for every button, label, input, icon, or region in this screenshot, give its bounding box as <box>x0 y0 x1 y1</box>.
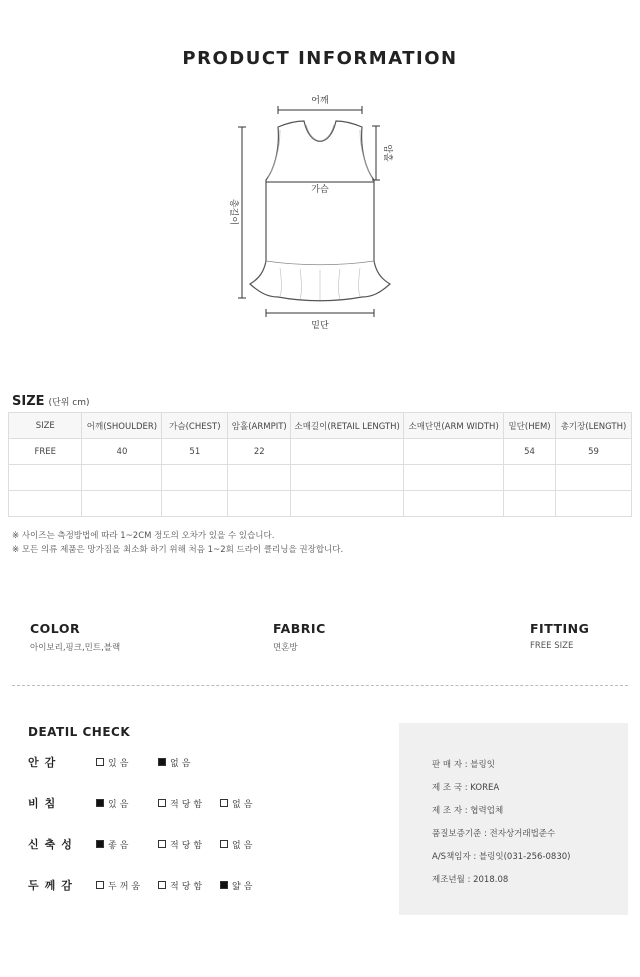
size-table <box>8 412 632 517</box>
table-cell <box>504 491 556 517</box>
seller-info-box <box>399 723 628 915</box>
detail-option <box>220 879 282 892</box>
section-divider <box>12 685 628 686</box>
table-cell <box>9 465 82 491</box>
detail-row-elasticity <box>28 836 282 852</box>
chest-label: 가슴 <box>311 185 329 195</box>
shoulder-label: 어깨 <box>311 96 329 106</box>
detail-option-label: 없음 <box>232 799 256 810</box>
fabric-block <box>273 621 326 653</box>
table-row <box>9 439 632 465</box>
table-row <box>9 465 632 491</box>
checkbox-0-0 <box>96 758 104 766</box>
sleeve-length-col-header: 소매길이(RETAIL LENGTH) <box>291 413 404 439</box>
color-value: 아이보리,핑크,민트,블랙 <box>30 643 121 653</box>
detail-option <box>158 756 220 769</box>
checkbox-3-0 <box>96 881 104 889</box>
table-cell <box>291 491 404 517</box>
seller-line: 판 매 자 : 블링잇 <box>432 760 495 770</box>
hem-col-header: 밑단(HEM) <box>504 413 556 439</box>
detail-row-sheerness <box>28 795 282 811</box>
detail-option <box>96 756 158 769</box>
checkbox-1-1 <box>158 799 166 807</box>
origin-line: 제 조 국 : KOREA <box>432 783 500 793</box>
checkbox-0-1 <box>158 758 166 766</box>
fitting-value: FREE SIZE <box>530 641 574 651</box>
detail-label: 두께감 <box>28 879 78 892</box>
table-cell <box>404 491 504 517</box>
fitting-block <box>530 621 589 651</box>
checkbox-2-2 <box>220 840 228 848</box>
detail-option-label: 있음 <box>108 799 132 810</box>
size-note: ※ 사이즈는 측정방법에 따라 1~2CM 정도의 오차가 있을 수 있습니다. <box>12 531 275 541</box>
checkbox-1-0 <box>96 799 104 807</box>
table-cell: 40 <box>82 439 162 465</box>
care-note: ※ 모든 의류 제품은 망가짐을 최소화 하기 위해 처음 1~2회 드라이 클리닝을 권장합니다. <box>12 545 344 555</box>
arm-width-col-header: 소매단면(ARM WIDTH) <box>404 413 504 439</box>
table-cell <box>291 439 404 465</box>
detail-option-label: 얇음 <box>232 881 256 892</box>
detail-option <box>96 838 158 851</box>
garment-diagram-svg <box>200 88 440 338</box>
table-cell: 59 <box>556 439 632 465</box>
size-heading <box>12 394 90 409</box>
table-cell: 22 <box>228 439 291 465</box>
detail-option-label: 없음 <box>232 840 256 851</box>
checkbox-2-0 <box>96 840 104 848</box>
detail-option-label: 두꺼움 <box>108 881 144 892</box>
length-label: 총길이 <box>228 198 238 226</box>
size-table-header-row <box>9 413 632 439</box>
page-title: PRODUCT INFORMATION <box>182 48 458 69</box>
size-notes <box>12 529 343 557</box>
table-cell <box>404 439 504 465</box>
detail-option <box>158 838 220 851</box>
hem-label: 밑단 <box>311 321 329 331</box>
table-cell <box>9 491 82 517</box>
armpit-col-header: 암홀(ARMPIT) <box>228 413 291 439</box>
table-cell <box>162 465 228 491</box>
detail-label: 안감 <box>28 756 62 769</box>
detail-option-label: 적당함 <box>170 799 206 810</box>
manufacturer-line: 제 조 자 : 협력업체 <box>432 806 504 816</box>
warranty-line: 품질보증기준 : 전자상거래법준수 <box>432 829 556 839</box>
table-cell <box>556 465 632 491</box>
fabric-heading: FABRIC <box>273 621 326 636</box>
detail-option-label: 좋음 <box>108 840 132 851</box>
fitting-heading: FITTING <box>530 621 590 636</box>
table-cell <box>404 465 504 491</box>
detail-label: 비침 <box>28 797 62 810</box>
table-cell <box>504 465 556 491</box>
detail-option <box>158 797 220 810</box>
length-col-header: 총기장(LENGTH) <box>556 413 632 439</box>
table-cell <box>82 491 162 517</box>
checkbox-1-2 <box>220 799 228 807</box>
detail-option <box>96 879 158 892</box>
table-cell <box>291 465 404 491</box>
table-cell <box>556 491 632 517</box>
detail-option-label: 없음 <box>170 758 194 769</box>
garment-measurement-diagram <box>200 88 440 338</box>
detail-option-label: 적당함 <box>170 881 206 892</box>
size-col-header: SIZE <box>9 413 82 439</box>
detail-option-label: 있음 <box>108 758 132 769</box>
color-heading: COLOR <box>30 621 81 636</box>
detail-option <box>220 838 282 851</box>
table-cell <box>228 491 291 517</box>
armpit-label: 암홀 <box>382 144 392 162</box>
detail-check-heading: DEATIL CHECK <box>28 725 131 739</box>
detail-option <box>96 797 158 810</box>
detail-option <box>158 879 220 892</box>
shoulder-col-header: 어깨(SHOULDER) <box>82 413 162 439</box>
checkbox-3-2 <box>220 881 228 889</box>
size-unit: (단위 cm) <box>48 398 90 408</box>
table-cell <box>82 465 162 491</box>
table-cell <box>162 491 228 517</box>
as-contact-line: A/S책임자 : 블링잇(031-256-0830) <box>432 852 571 862</box>
table-cell <box>228 465 291 491</box>
fabric-value: 면혼방 <box>273 643 298 653</box>
detail-label: 신축성 <box>28 838 78 851</box>
manufacture-date-line: 제조년월 : 2018.08 <box>432 875 509 885</box>
table-cell: FREE <box>9 439 82 465</box>
color-block <box>30 621 120 653</box>
detail-option-label: 적당함 <box>170 840 206 851</box>
size-heading-text: SIZE <box>12 394 45 409</box>
table-cell: 51 <box>162 439 228 465</box>
checkbox-2-1 <box>158 840 166 848</box>
table-row <box>9 491 632 517</box>
detail-option <box>220 797 282 810</box>
table-cell: 54 <box>504 439 556 465</box>
detail-row-lining <box>28 754 220 770</box>
chest-col-header: 가슴(CHEST) <box>162 413 228 439</box>
detail-row-thickness <box>28 877 282 893</box>
checkbox-3-1 <box>158 881 166 889</box>
